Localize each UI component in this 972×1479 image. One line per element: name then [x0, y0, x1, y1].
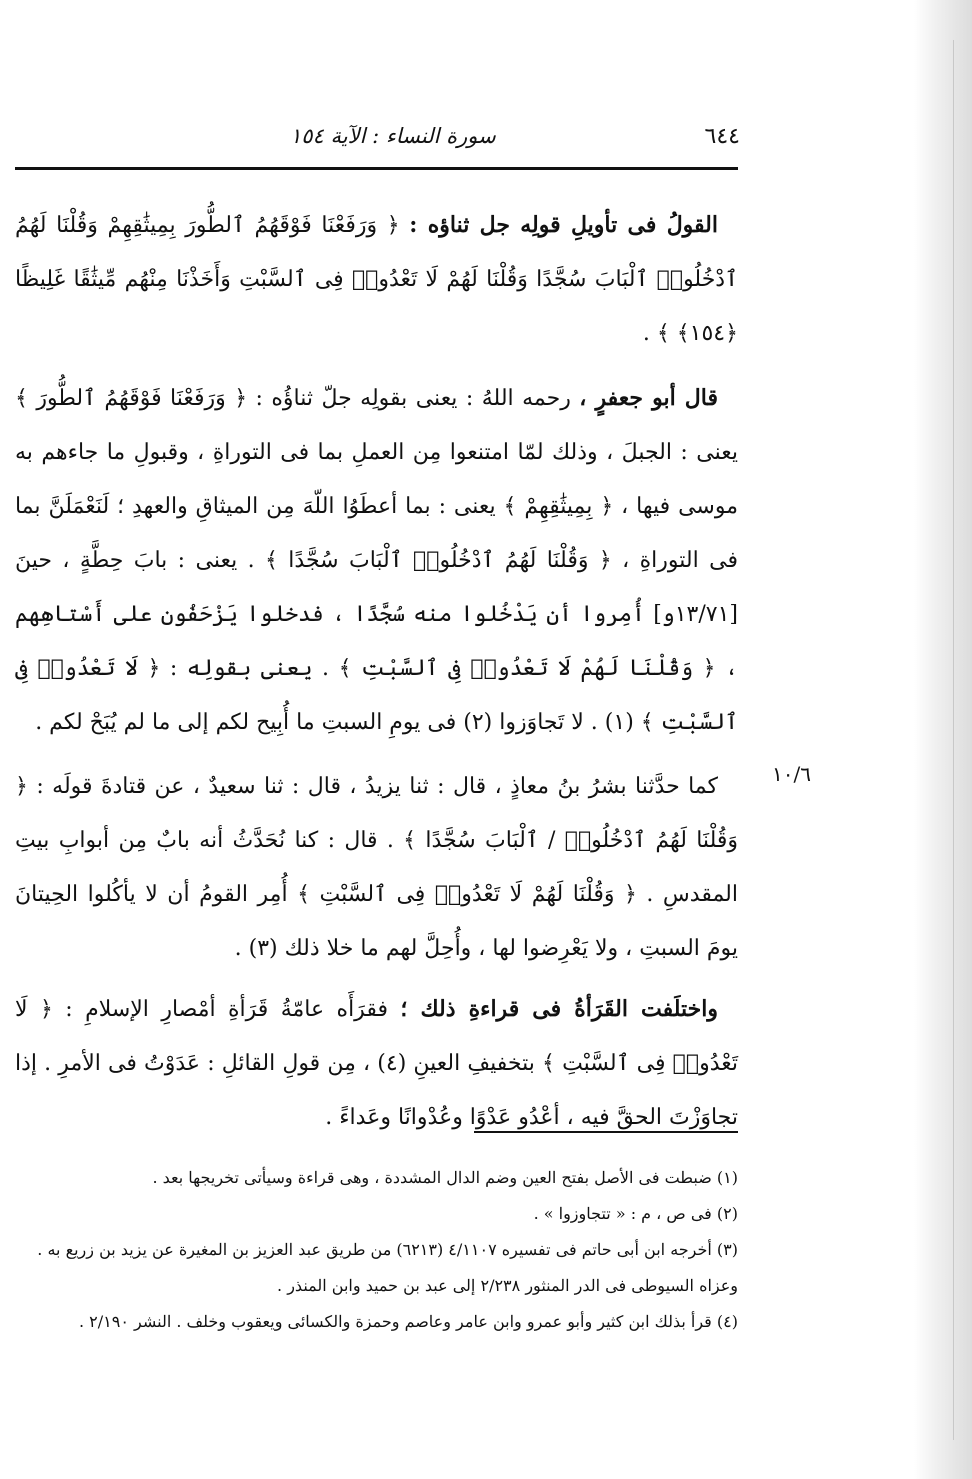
- footnote-3-continued: وعزاه السيوطى فى الدر المنثور ٢/٢٣٨ إلى عبد بن حميد وابن المنذر .: [277, 1276, 738, 1295]
- paragraph-4-lead: واختلَفت القَرَأةُ فى قراءةِ ذلك ؛: [400, 996, 718, 1022]
- paragraph-4: [15, 982, 738, 1145]
- paragraph-3: [15, 760, 738, 976]
- scan-edge-shadow: [914, 0, 972, 1479]
- paragraph-4-text: فقرَأَه عامّةُ قَرَأةِ أمْصارِ الإسلامِ : ﴿ لَا تَعْدُوا۟ فِى ٱلسَّبْتِ ﴾ بتخفيفِ العينِ (٤) ، مِن قولِ القائلِ : عَدَوْتُ فى الأمرِ . إذا تجاوَزْتَ الحقَّ فيه ، أعْدُو عَدْوًا وعُدْوانًا وعَداءً .: [15, 997, 738, 1130]
- footnote-4: (٤) قرأ بذلك ابن كثير وأبو عمرو وابن عامر وعاصم وحمزة والكسائى ويعقوب وخلف . النشر ٢/١٩٠ .: [79, 1312, 738, 1331]
- paragraph-2: [15, 371, 738, 750]
- running-head-title: سورة النساء : الآية ١٥٤: [290, 124, 496, 148]
- footnotes: [15, 1160, 738, 1340]
- margin-reference: ١٠/٦: [772, 762, 811, 786]
- paragraph-2-text: رحمه اللهُ : يعنى بقولِه جلّ ثناؤُه : ﴿ وَرَفَعْنَا فَوْقَهُمُ ٱلطُّورَ ﴾ يعنى : الجبلَ ، وذلك لمّا امتنعوا مِن العملِ بما فى التوراةِ ، وقبولِ ما جاءهم به موسى فيها ، ﴿ بِمِيثَٰقِهِمْ ﴾ يعنى : بما أعطَوُا اللّهَ مِن الميثاقِ والعهدِ ؛ لَنَعْمَلَنَّ بما فى التوراةِ ، ﴿ وَقُلْنَا لَهُمُ ٱدْخُلُوا۟ ٱلْبَابَ سُجَّدًا ﴾ . يعنى : بابَ حِطَّةٍ ، حينَ [١٣/٧١و] أُمِروا أن يَدْخُلوا منه سُجَّدًا ، فدخلوا يَزْحَفُون على أَسْتاهِهم ، ﴿ وَقُلْنَا لَهُمْ لَا تَعْدُوا۟ فِى ٱلسَّبْتِ ﴾ . يعنى بقولِه : ﴿ لَا تَعْدُوا۟ فِى ٱلسَّبْتِ ﴾ (١) . لا تَجاوَزوا (٢) فى يومِ السبتِ ما أُبِيح لكم إلى ما لم يُبَحْ لكم .: [15, 386, 738, 735]
- paragraph-3-text: كما حدَّثنا بشرُ بنُ معاذٍ ، قال : ثنا يزيدُ ، قال : ثنا سعيدٌ ، عن قتادةَ قولَه : ﴿ وَقُلْنَا لَهُمُ ٱدْخُلُوا۟ / ٱلْبَابَ سُجَّدًا ﴾ . قال : كنا نُحَدَّثُ أنه بابٌ مِن أبوابِ بيتِ المقدسِ . ﴿ وَقُلْنَا لَهُمْ لَا تَعْدُوا۟ فِى ٱلسَّبْتِ ﴾ أُمِر القومُ أن لا يأكُلوا الحِيتانَ يومَ السبتِ ، ولا يَعْرِضوا لها ، وأُحِلَّ لهم ما خلا ذلك (٣) .: [15, 774, 738, 961]
- footnote-2: (٢) فى ص ، م : « تتجاوزوا » .: [533, 1204, 738, 1223]
- main-text: [15, 198, 738, 1155]
- paragraph-1: [15, 198, 738, 361]
- header-rule: [15, 167, 738, 170]
- footnote-3: (٣) أخرجه ابن أبى حاتم فى تفسيره ٤/١١٠٧ (٦٢١٣) من طريق عبد العزيز بن المغيرة عن يزيد بن زريع به .: [37, 1240, 738, 1259]
- footnote-1: (١) ضبطت فى الأصل بفتح العين وضم الدال المشددة ، وهى قراءة وسيأتى تخريجها بعد .: [152, 1168, 738, 1187]
- paragraph-2-lead: قال أبو جعفرٍ ،: [579, 385, 719, 411]
- scan-edge-line: [953, 40, 954, 1440]
- page-number: ٦٤٤: [704, 123, 740, 149]
- footnote-rule: [474, 1131, 738, 1133]
- paragraph-1-text: ﴿ وَرَفَعْنَا فَوْقَهُمُ ٱلطُّورَ بِمِيثَٰقِهِمْ وَقُلْنَا لَهُمُ ٱدْخُلُوا۟ ٱلْبَابَ سُجَّدًا وَقُلْنَا لَهُمْ لَا تَعْدُوا۟ فِى ٱلسَّبْتِ وَأَخَذْنَا مِنْهُم مِّيثَٰقًا غَلِيظًا ﴿١٥٤﴾ ﴾ .: [15, 213, 738, 346]
- paragraph-1-lead: القولُ فى تأويلِ قولِه جل ثناؤه :: [409, 212, 718, 238]
- running-head: [290, 118, 740, 154]
